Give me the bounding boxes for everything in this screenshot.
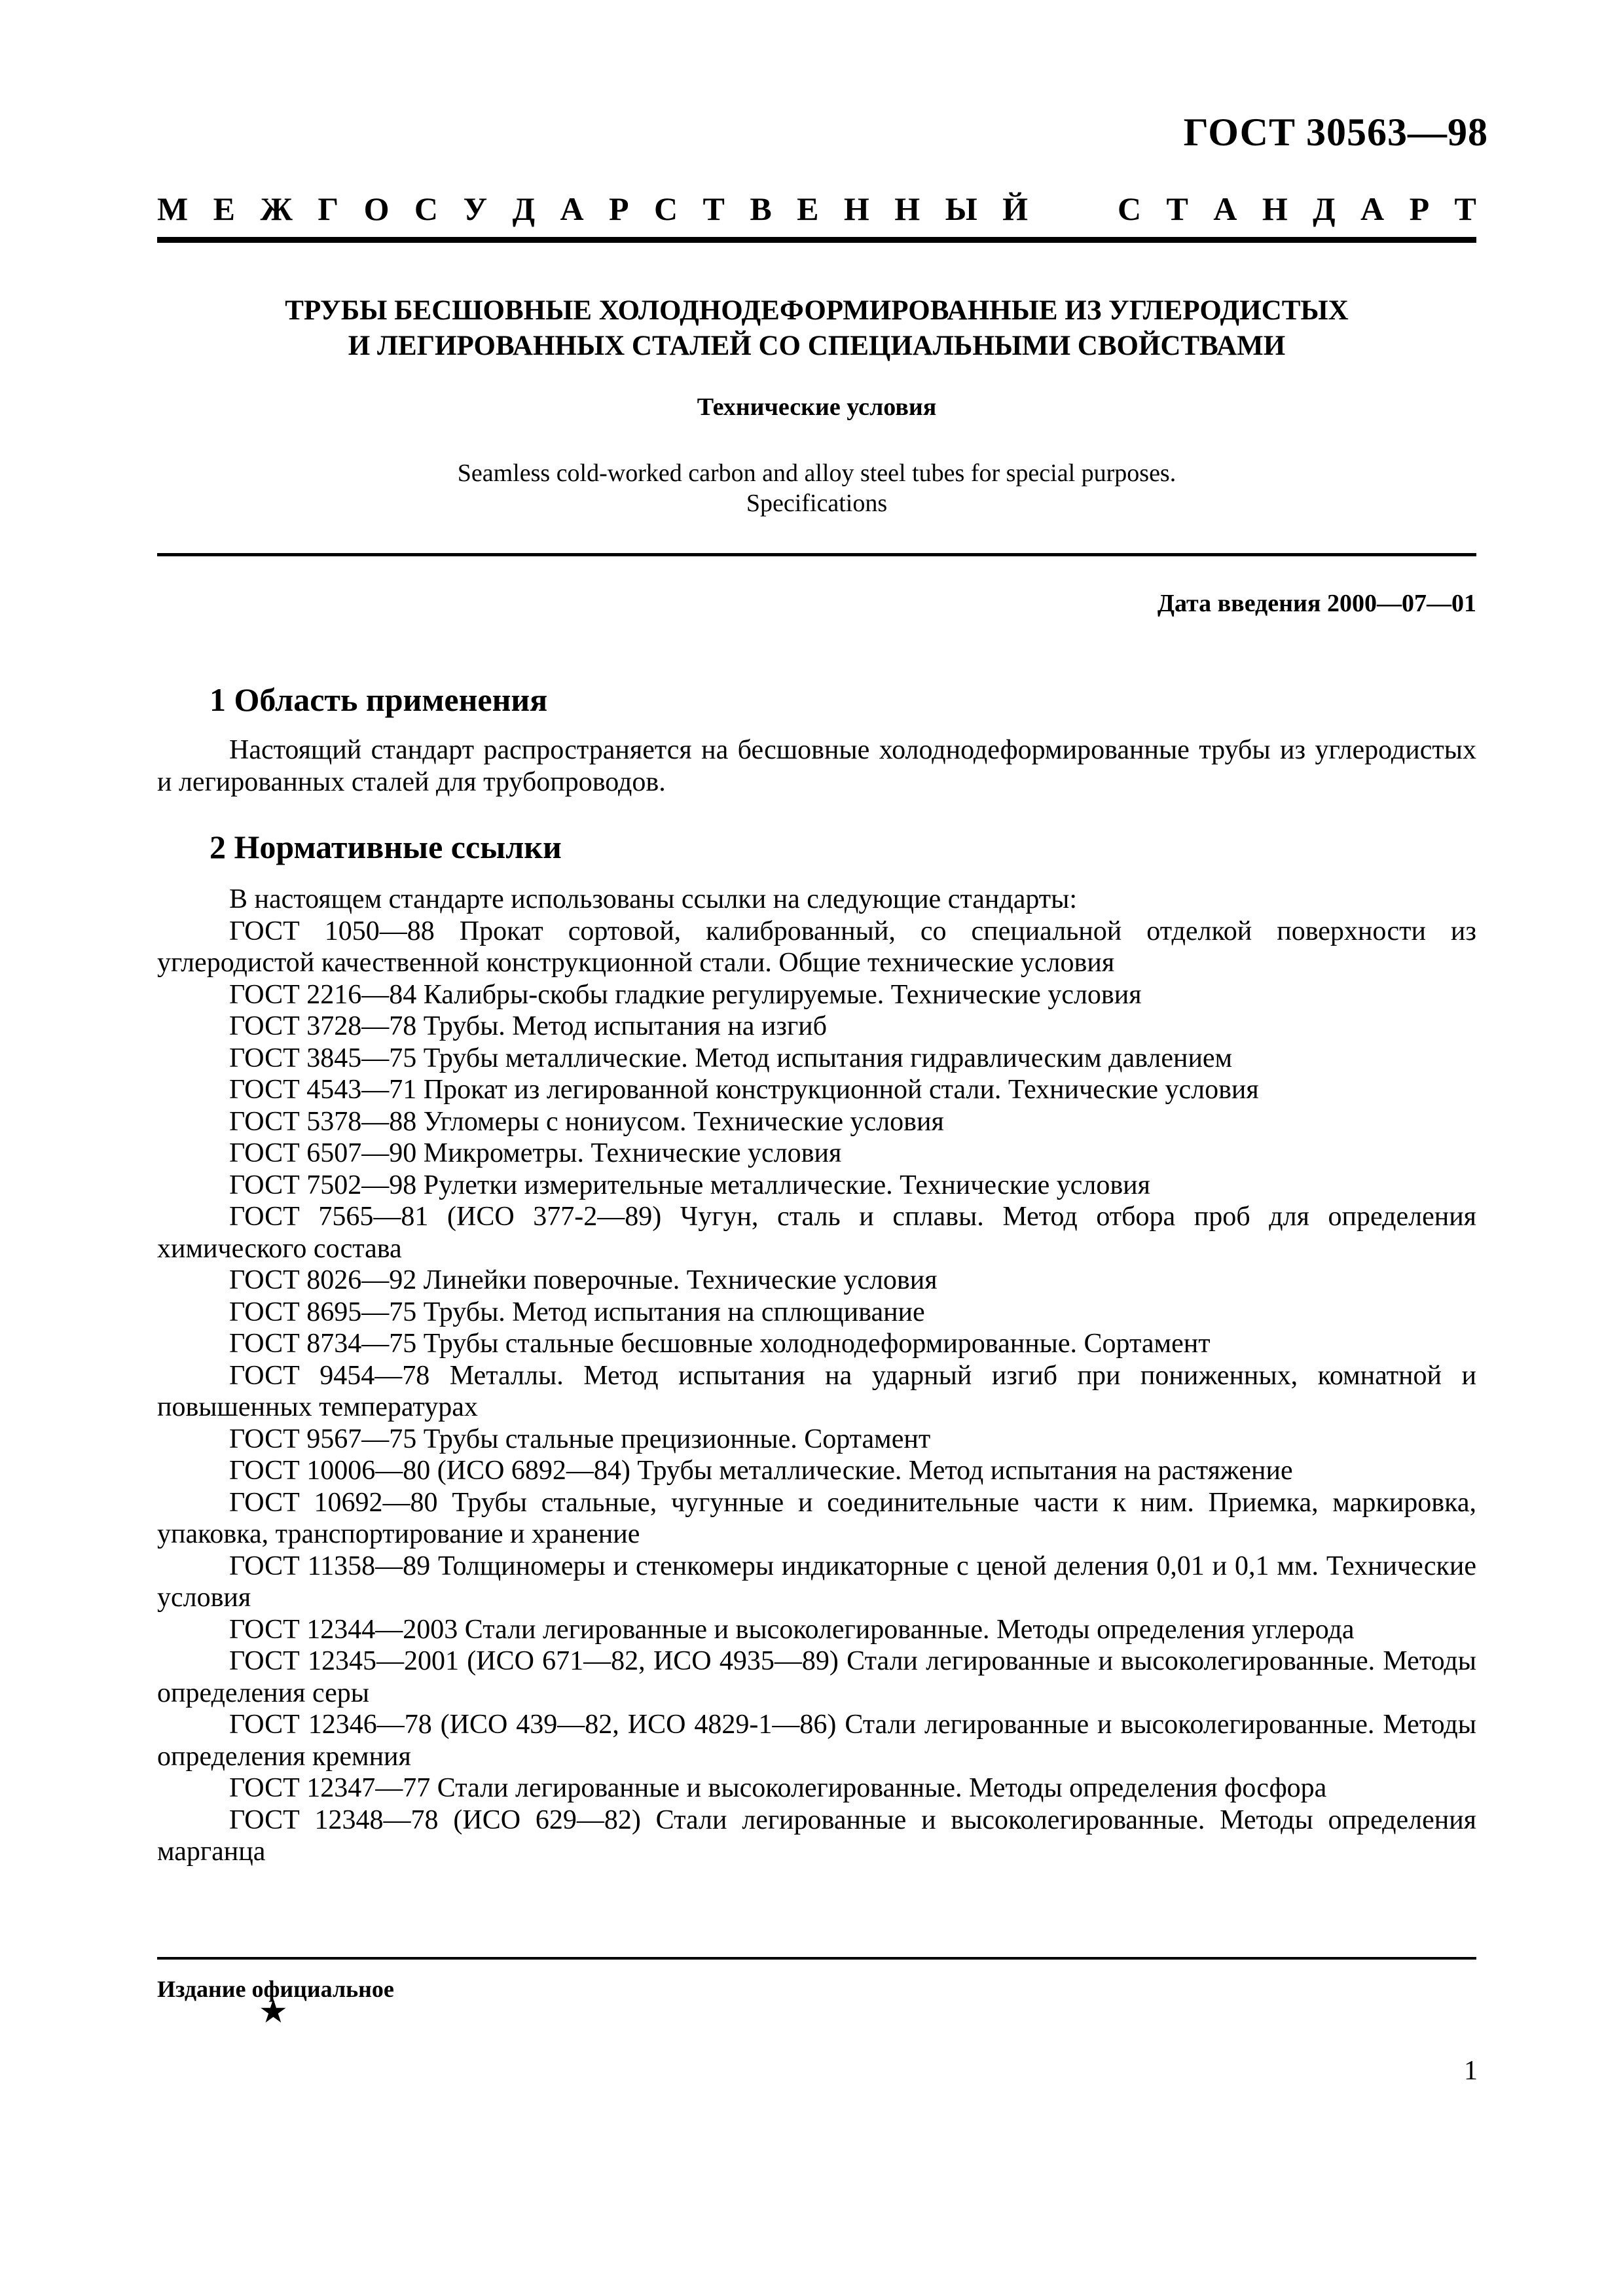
reference-item: ГОСТ 1050—88 Прокат сортовой, калиброванный, со специальной отделкой поверхности из углеродистой качественной конструкционной стали. Общие технические условия xyxy=(157,916,1476,978)
title-line-2: И ЛЕГИРОВАННЫХ СТАЛЕЙ СО СПЕЦИАЛЬНЫМИ СВОЙСТВАМИ xyxy=(348,331,1286,361)
introduction-date: Дата введения 2000—07—01 xyxy=(1157,590,1476,617)
english-title-line-1: Seamless cold-worked carbon and alloy steel tubes for special purposes. xyxy=(457,459,1176,487)
english-title-line-2: Specifications xyxy=(746,490,888,517)
banner-letter: В xyxy=(750,190,772,227)
banner-letter: А xyxy=(1360,190,1385,227)
reference-item: ГОСТ 8734—75 Трубы стальные бесшовные холоднодеформированные. Сортамент xyxy=(229,1329,1211,1359)
banner-letter: Д xyxy=(512,190,536,227)
document-title xyxy=(157,293,1476,364)
reference-item: ГОСТ 3845—75 Трубы металлические. Метод испытания гидравлическим давлением xyxy=(229,1043,1233,1073)
reference-item: ГОСТ 12347—77 Стали легированные и высоколегированные. Методы определения фосфора xyxy=(229,1773,1327,1803)
banner-letter: А xyxy=(1213,190,1237,227)
section-1-text: Настоящий стандарт распространяется на бесшовные холоднодеформированные трубы из углеродистых и легированных сталей для трубопроводов. xyxy=(157,735,1476,797)
banner-letter: Н xyxy=(843,190,869,227)
section-1-heading: 1 Область применения xyxy=(210,681,548,718)
reference-item: ГОСТ 11358—89 Толщиномеры и стенкомеры индикаторные с ценой деления 0,01 и 0,1 мм. Технические условия xyxy=(157,1551,1476,1613)
reference-item: ГОСТ 5378—88 Угломеры с нониусом. Технические условия xyxy=(229,1106,944,1137)
banner-letter: Г xyxy=(318,190,339,227)
references-list xyxy=(157,884,1476,1868)
banner-letter: Т xyxy=(702,190,725,227)
reference-item: ГОСТ 7502—98 Рулетки измерительные металлические. Технические условия xyxy=(229,1170,1150,1200)
banner-letter: Н xyxy=(894,190,921,227)
reference-item: ГОСТ 12344—2003 Стали легированные и высоколегированные. Методы определения углерода xyxy=(229,1614,1355,1645)
banner-letter: Т xyxy=(1166,190,1188,227)
reference-item: ГОСТ 12348—78 (ИСО 629—82) Стали легированные и высоколегированные. Методы определения марганца xyxy=(157,1804,1476,1867)
banner-letter: С xyxy=(414,190,439,227)
title-line-1: ТРУБЫ БЕСШОВНЫЕ ХОЛОДНОДЕФОРМИРОВАННЫЕ ИЗ УГЛЕРОДИСТЫХ xyxy=(285,295,1349,326)
banner-letter: Е xyxy=(797,190,819,227)
page-number: 1 xyxy=(1464,2056,1478,2086)
banner-letter: Р xyxy=(609,190,629,227)
header-rule xyxy=(157,237,1476,243)
banner-letter: Ы xyxy=(945,190,977,227)
reference-item: ГОСТ 4543—71 Прокат из легированной конструкционной стали. Технические условия xyxy=(229,1075,1259,1105)
banner-letter: Р xyxy=(1409,190,1430,227)
reference-item: ГОСТ 6507—90 Микрометры. Технические условия xyxy=(229,1138,842,1168)
footer-rule xyxy=(157,1957,1476,1960)
reference-item: ГОСТ 12345—2001 (ИСО 671—82, ИСО 4935—89) Стали легированные и высоколегированные. Методы определения серы xyxy=(157,1646,1476,1708)
reference-item: ГОСТ 10692—80 Трубы стальные, чугунные и соединительные части к ним. Приемка, маркировка, упаковка, транспортирование и хранение xyxy=(157,1487,1476,1549)
banner-letter: Д xyxy=(1313,190,1336,227)
reference-item: ГОСТ 9454—78 Металлы. Метод испытания на ударный изгиб при пониженных, комнатной и повышенных температурах xyxy=(157,1360,1476,1422)
reference-item: ГОСТ 8026—92 Линейки поверочные. Технические условия xyxy=(229,1265,938,1295)
banner-letter: С xyxy=(1117,190,1142,227)
reference-item: ГОСТ 10006—80 (ИСО 6892—84) Трубы металлические. Метод испытания на растяжение xyxy=(229,1456,1293,1486)
banner-letter: У xyxy=(463,190,488,227)
banner-letter: Й xyxy=(1002,190,1029,227)
banner-letter: Т xyxy=(1454,190,1476,227)
banner-letter: Н xyxy=(1262,190,1288,227)
banner-letter: С xyxy=(653,190,678,227)
edition-note: Издание официальное xyxy=(157,1976,394,2002)
reference-item: ГОСТ 8695—75 Трубы. Метод испытания на сплющивание xyxy=(229,1297,925,1327)
reference-item: ГОСТ 9567—75 Трубы стальные прецизионные. Сортамент xyxy=(229,1424,931,1454)
document-code: ГОСТ 30563—98 xyxy=(1183,111,1488,154)
banner-letter: О xyxy=(363,190,390,227)
banner-letter: Ж xyxy=(260,190,293,227)
star-icon: ★ xyxy=(259,1993,288,2030)
banner-letter: Е xyxy=(213,190,235,227)
banner-letter: А xyxy=(560,190,584,227)
reference-item: ГОСТ 12346—78 (ИСО 439—82, ИСО 4829-1—86) Стали легированные и высоколегированные. Методы определения кремния xyxy=(157,1710,1476,1772)
document-subtitle: Технические условия xyxy=(697,393,937,421)
title-rule xyxy=(157,553,1476,556)
interstate-standard-banner xyxy=(157,190,1476,228)
banner-letter: М xyxy=(157,190,189,227)
banner-gap xyxy=(1053,190,1093,228)
reference-item: ГОСТ 2216—84 Калибры-скобы гладкие регулируемые. Технические условия xyxy=(229,979,1142,1010)
reference-item: ГОСТ 7565—81 (ИСО 377-2—89) Чугун, сталь и сплавы. Метод отбора проб для определения химического состава xyxy=(157,1202,1476,1264)
section-2-heading: 2 Нормативные ссылки xyxy=(210,829,562,865)
english-title xyxy=(157,458,1476,518)
reference-item: ГОСТ 3728—78 Трубы. Метод испытания на изгиб xyxy=(229,1011,828,1041)
references-intro: В настоящем стандарте использованы ссылки на следующие стандарты: xyxy=(229,884,1078,914)
